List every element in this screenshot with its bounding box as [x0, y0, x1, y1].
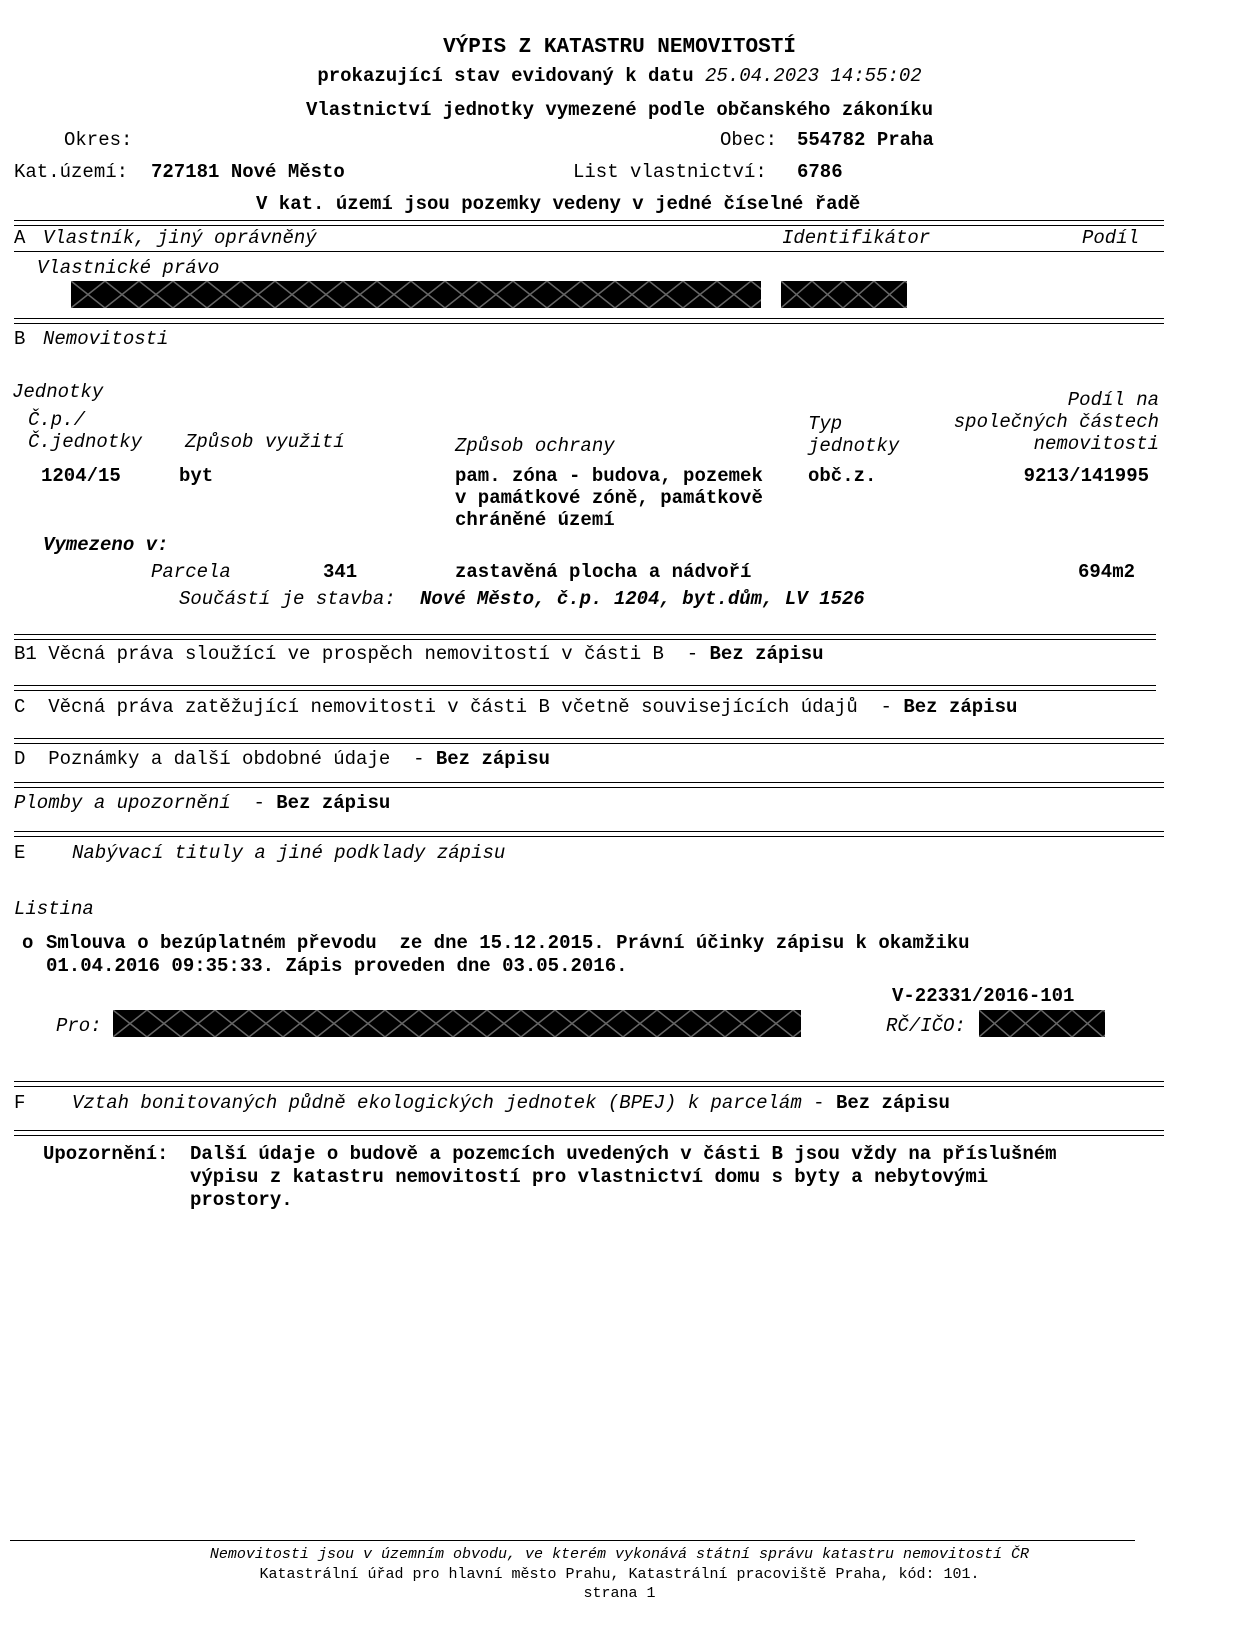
section-d-title: D Poznámky a další obdobné údaje -	[14, 748, 425, 770]
unit-share: 9213/141995	[1023, 465, 1149, 487]
status-date-line	[0, 65, 1239, 87]
section-c-text	[14, 696, 1017, 718]
series-note: V kat. území jsou pozemky vedeny v jedné číselné řadě	[256, 193, 861, 215]
status-date-prefix: prokazující stav evidovaný k datu	[317, 65, 694, 87]
parcel-use: zastavěná plocha a nádvoří	[455, 561, 752, 583]
document-line-2: 01.04.2016 09:35:33. Zápis proveden dne 03.05.2016.	[46, 955, 628, 977]
notice-line-2: výpisu z katastru nemovitostí pro vlastnictví domu s byty a nebytovými	[190, 1166, 989, 1188]
divider-e	[14, 831, 1164, 837]
divider-f	[14, 1081, 1164, 1087]
footer-line-1: Nemovitosti jsou v územním obvodu, ve kterém vykonává státní správu katastru nemovitostí ČR	[209, 1546, 1030, 1563]
building-label: Součástí je stavba:	[179, 588, 396, 610]
ownership-type: Vlastnictví jednotky vymezené podle občanského zákoníku	[305, 99, 934, 121]
divider-d	[14, 738, 1164, 744]
notice-label: Upozornění:	[43, 1143, 169, 1165]
okres-label: Okres:	[64, 129, 133, 151]
section-e-title: Nabývací tituly a jiné podklady zápisu	[72, 842, 506, 864]
obec-label: Obec:	[720, 129, 778, 151]
redacted-owner-name	[71, 281, 761, 308]
divider-b1	[14, 634, 1156, 640]
document-title: VÝPIS Z KATASTRU NEMOVITOSTÍ	[443, 36, 796, 59]
col-share: Podíl	[1082, 227, 1140, 249]
footer-rule	[10, 1540, 1135, 1541]
section-d-text	[14, 748, 550, 770]
list-bullet: o	[22, 932, 34, 954]
section-d-status: Bez zápisu	[435, 748, 550, 770]
section-b1-title: B1 Věcná práva sloužící ve prospěch nemovitostí v části B -	[14, 643, 699, 665]
unit-protection-1: pam. zóna - budova, pozemek	[455, 465, 763, 487]
notice-line-3: prostory.	[190, 1189, 293, 1211]
section-f-dash: -	[813, 1092, 825, 1114]
units-label: Jednotky	[12, 381, 104, 403]
notice-line-1: Další údaje o budově a pozemcích uvedených v části B jsou vždy na příslušném	[190, 1143, 1057, 1165]
section-f-text	[72, 1092, 950, 1114]
plomby-status: Bez zápisu	[276, 792, 391, 814]
col-type-1: Typ	[808, 413, 843, 435]
divider-a	[14, 220, 1164, 226]
col-cp-1: Č.p./	[28, 409, 86, 431]
parcel-label: Parcela	[151, 561, 231, 583]
plomby-dash: -	[253, 792, 265, 814]
katuzemi-value: 727181 Nové Město	[151, 161, 345, 183]
col-type-2: jednotky	[808, 435, 900, 457]
section-c-title: C Věcná práva zatěžující nemovitosti v části B včetně souvisejících údajů -	[14, 696, 892, 718]
divider-c	[14, 685, 1156, 691]
unit-type: obč.z.	[808, 465, 877, 487]
divider-b	[14, 318, 1164, 324]
unit-protection-2: v památkové zóně, památkově	[455, 487, 763, 509]
redacted-recipient	[113, 1010, 801, 1037]
right-type: Vlastnické právo	[37, 257, 220, 279]
plomby-title: Plomby a upozornění	[14, 792, 231, 814]
section-b1-status: Bez zápisu	[709, 643, 824, 665]
redacted-owner-id	[781, 281, 907, 308]
section-a-letter: A	[14, 227, 26, 249]
section-b1-text	[14, 643, 824, 665]
footer-line-2: Katastrální úřad pro hlavní město Prahu, Katastrální pracoviště Praha, kód: 101.	[259, 1566, 980, 1583]
col-identifier: Identifikátor	[782, 227, 931, 249]
document-line-1: Smlouva o bezúplatném převodu ze dne 15.12.2015. Právní účinky zápisu k okamžiku	[46, 932, 970, 954]
unit-number: 1204/15	[41, 465, 121, 487]
parcel-number: 341	[323, 561, 358, 583]
listina-label: Listina	[14, 898, 94, 920]
divider-a-header	[14, 251, 1164, 252]
defined-in-label: Vymezeno v:	[43, 534, 169, 556]
section-b-title: Nemovitosti	[43, 328, 169, 350]
katuzemi-label: Kat.území:	[14, 161, 129, 183]
lv-label: List vlastnictví:	[573, 161, 767, 183]
col-share-3: nemovitosti	[1033, 433, 1159, 455]
col-share-2: společných částech	[953, 411, 1159, 433]
section-f-status: Bez zápisu	[835, 1092, 950, 1114]
divider-plomby	[14, 782, 1164, 788]
section-e-letter: E	[14, 842, 26, 864]
rc-ico-label: RČ/IČO:	[886, 1015, 966, 1037]
plomby-text	[14, 792, 390, 814]
unit-protection-3: chráněné území	[455, 509, 615, 531]
obec-value: 554782 Praha	[797, 129, 934, 151]
col-use: Způsob využití	[185, 431, 345, 453]
document-reference: V-22331/2016-101	[892, 985, 1075, 1007]
lv-value: 6786	[797, 161, 843, 183]
section-f-title: Vztah bonitovaných půdně ekologických jednotek (BPEJ) k parcelám	[72, 1092, 802, 1114]
section-b-letter: B	[14, 328, 26, 350]
col-cp-2: Č.jednotky	[28, 431, 143, 453]
divider-notice	[14, 1130, 1164, 1136]
building-value: Nové Město, č.p. 1204, byt.dům, LV 1526	[420, 588, 865, 610]
section-f-letter: F	[14, 1092, 26, 1114]
footer-page: strana 1	[583, 1585, 656, 1602]
col-share-1: Podíl na	[1067, 389, 1159, 411]
section-c-status: Bez zápisu	[903, 696, 1018, 718]
redacted-rc-ico	[979, 1010, 1105, 1037]
status-date-value: 25.04.2023 14:55:02	[705, 65, 922, 87]
section-a-title: Vlastník, jiný oprávněný	[43, 227, 317, 249]
pro-label: Pro:	[56, 1015, 102, 1037]
unit-use: byt	[179, 465, 214, 487]
col-protection: Způsob ochrany	[455, 435, 615, 457]
parcel-area: 694m2	[1077, 561, 1135, 583]
